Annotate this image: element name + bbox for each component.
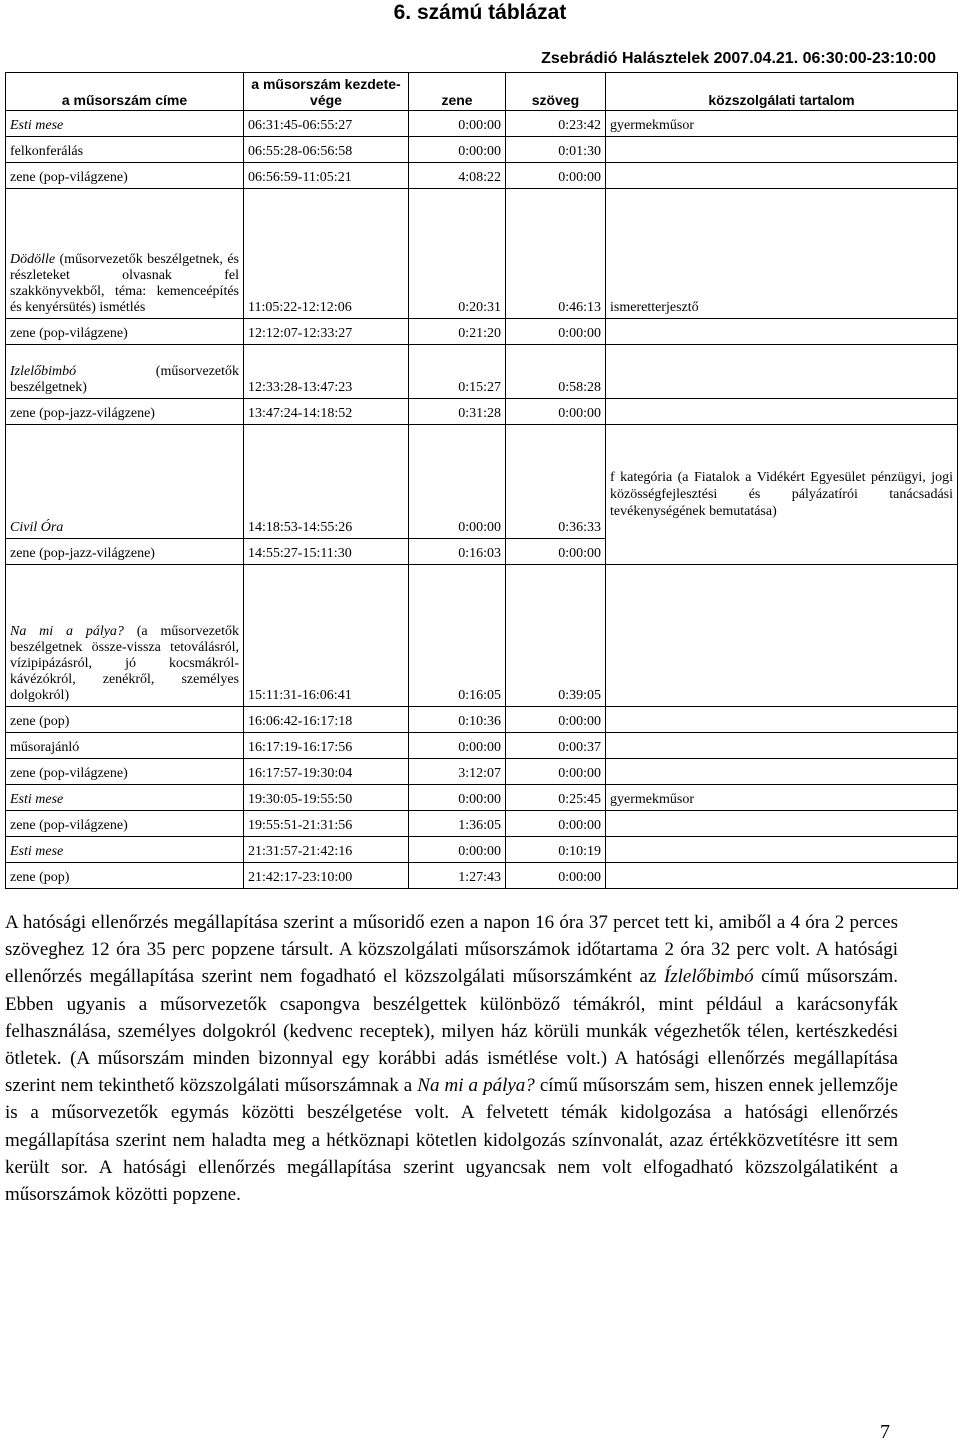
cell-title: zene (pop) — [6, 863, 244, 889]
cell-title: zene (pop) — [6, 707, 244, 733]
cell-music: 1:36:05 — [409, 811, 506, 837]
cell-speech: 0:00:00 — [506, 319, 606, 345]
cell-speech: 0:39:05 — [506, 565, 606, 707]
cell-title: Esti mese — [6, 837, 244, 863]
schedule-table — [5, 72, 958, 889]
table-row — [6, 137, 958, 163]
table-row — [6, 163, 958, 189]
table-header-row — [6, 73, 958, 111]
cell-time: 12:33:28-13:47:23 — [244, 345, 409, 399]
cell-time: 15:11:31-16:06:41 — [244, 565, 409, 707]
cell-title: zene (pop-jazz-világzene) — [6, 399, 244, 425]
cell-public-content — [606, 163, 958, 189]
cell-public-content — [606, 565, 958, 707]
cell-speech: 0:00:00 — [506, 707, 606, 733]
cell-speech: 0:25:45 — [506, 785, 606, 811]
program-name-na-mi-a-palya: Na mi a pálya? — [417, 1075, 535, 1097]
header-public-content: közszolgálati tartalom — [606, 73, 958, 111]
cell-music: 1:27:43 — [409, 863, 506, 889]
body-paragraph — [5, 909, 898, 1208]
cell-music: 0:16:05 — [409, 565, 506, 707]
table-row — [6, 811, 958, 837]
cell-title — [6, 189, 244, 319]
cell-public-content: ismeretterjesztő — [606, 189, 958, 319]
cell-speech: 0:00:00 — [506, 399, 606, 425]
cell-title: Esti mese — [6, 111, 244, 137]
cell-title — [6, 565, 244, 707]
table-row — [6, 837, 958, 863]
cell-music: 0:00:00 — [409, 137, 506, 163]
cell-music: 0:31:28 — [409, 399, 506, 425]
cell-title: zene (pop-világzene) — [6, 163, 244, 189]
table-row — [6, 319, 958, 345]
cell-speech: 0:36:33 — [506, 425, 606, 539]
cell-time: 16:06:42-16:17:18 — [244, 707, 409, 733]
cell-speech: 0:46:13 — [506, 189, 606, 319]
cell-music: 0:16:03 — [409, 539, 506, 565]
cell-speech: 0:00:00 — [506, 163, 606, 189]
cell-time: 21:31:57-21:42:16 — [244, 837, 409, 863]
cell-public-content — [606, 345, 958, 399]
cell-music: 0:00:00 — [409, 733, 506, 759]
cell-speech: 0:58:28 — [506, 345, 606, 399]
cell-music: 0:20:31 — [409, 189, 506, 319]
header-music: zene — [409, 73, 506, 111]
cell-time: 06:31:45-06:55:27 — [244, 111, 409, 137]
cell-time: 16:17:19-16:17:56 — [244, 733, 409, 759]
cell-title: felkonferálás — [6, 137, 244, 163]
table-row — [6, 345, 958, 399]
cell-public-content: gyermekműsor — [606, 111, 958, 137]
program-name: Izlelőbimbó — [10, 364, 77, 379]
cell-time: 19:30:05-19:55:50 — [244, 785, 409, 811]
cell-public-content — [606, 837, 958, 863]
header-speech: szöveg — [506, 73, 606, 111]
cell-public-content — [606, 759, 958, 785]
cell-music: 0:00:00 — [409, 785, 506, 811]
table-row — [6, 111, 958, 137]
cell-public-content — [606, 811, 958, 837]
body-text-part: című műsorszám sem, hiszen ennek jellemzője is a műsorvezetők egymás közötti beszélgetése volt. A felvetett témák kidolgozása a hatósági ellenőrzés megállapítása szerint nem haladta meg a hétköznapi kötetlen kidolgozás színvonalát, azaz értékközvetítésre itt sem került sor. A hatósági ellenőrzés megállapítása szerint ugyancsak nem volt elfogadható közszolgálatiként a műsorszámok közötti popzene. — [5, 1075, 898, 1206]
cell-title: műsorajánló — [6, 733, 244, 759]
cell-public-content — [606, 137, 958, 163]
table-row — [6, 759, 958, 785]
header-start-end: a műsorszám kezdete-vége — [244, 73, 409, 111]
cell-speech: 0:00:00 — [506, 863, 606, 889]
program-name-izlelobimbo: Ízlelőbimbó — [663, 966, 754, 988]
page-number: 7 — [880, 1421, 890, 1443]
cell-time: 11:05:22-12:12:06 — [244, 189, 409, 319]
cell-time: 06:56:59-11:05:21 — [244, 163, 409, 189]
cell-time: 12:12:07-12:33:27 — [244, 319, 409, 345]
cell-time: 19:55:51-21:31:56 — [244, 811, 409, 837]
cell-time: 06:55:28-06:56:58 — [244, 137, 409, 163]
table-row — [6, 565, 958, 707]
program-description: (műsorvezetők beszélgetnek, és részleteket olvasnak fel szakkönyvekből, téma: kemenceépítés és kenyérsütés) ismétlés — [10, 252, 239, 315]
cell-speech: 0:00:00 — [506, 811, 606, 837]
table-row — [6, 189, 958, 319]
cell-music: 0:00:00 — [409, 837, 506, 863]
cell-public-content — [606, 733, 958, 759]
program-name: Na mi a pálya? — [10, 624, 124, 639]
table-row — [6, 707, 958, 733]
cell-speech: 0:00:37 — [506, 733, 606, 759]
cell-music: 0:00:00 — [409, 111, 506, 137]
cell-public-content — [606, 707, 958, 733]
cell-music: 3:12:07 — [409, 759, 506, 785]
table-row — [6, 425, 958, 539]
body-text-part: című műsorszám. Ebben ugyanis a műsorvezetők csapongva beszélgettek különböző témákról, mint például a karácsonyfák felhasználása, személyes dolgokról (kedvenc receptek), milyen ház körüli munkák végezhetők télen, kertészkedési ötletek. (A műsorszám minden bizonnyal egy korábbi adás ismétlése volt.) A hatósági ellenőrzés megállapítása szerint nem tekinthető közszolgálati műsorszámnak a — [5, 966, 899, 1097]
cell-music: 0:00:00 — [409, 425, 506, 539]
table-row — [6, 733, 958, 759]
cell-music: 0:21:20 — [409, 319, 506, 345]
cell-speech: 0:00:00 — [506, 759, 606, 785]
table-row — [6, 863, 958, 889]
program-name: Dödölle — [10, 252, 56, 267]
cell-music: 0:15:27 — [409, 345, 506, 399]
cell-time: 21:42:17-23:10:00 — [244, 863, 409, 889]
cell-speech: 0:00:00 — [506, 539, 606, 565]
program-description: (a műsorvezetők beszélgetnek össze-vissza tetoválásról, vízipipázásról, jó kocsmákról-kávézókról, zenékről, személyes dolgokról) — [10, 624, 239, 703]
cell-music: 4:08:22 — [409, 163, 506, 189]
cell-title: zene (pop-világzene) — [6, 811, 244, 837]
cell-title — [6, 345, 244, 399]
cell-title: zene (pop-világzene) — [6, 319, 244, 345]
cell-time: 16:17:57-19:30:04 — [244, 759, 409, 785]
program-description: (műsorvezetők beszélgetnek) — [10, 364, 239, 395]
body-text-part: A hatósági ellenőrzés megállapítása szerint a műsoridő ezen a napon 16 óra 37 percet tett ki, amiből a 4 óra 2 perces szöveghez 12 óra 35 perc popzene társult. A közszolgálati műsorszámok időtartama 2 óra 32 perc volt. A hatósági ellenőrzés megállapítása szerint nem fogadható el közszolgálati műsorszámként az — [5, 912, 898, 988]
cell-speech: 0:01:30 — [506, 137, 606, 163]
cell-public-content — [606, 399, 958, 425]
cell-public-content — [606, 863, 958, 889]
table-title: 6. számú táblázat — [393, 1, 567, 24]
cell-title: Esti mese — [6, 785, 244, 811]
cell-title: zene (pop-jazz-világzene) — [6, 539, 244, 565]
cell-public-content — [606, 319, 958, 345]
cell-public-content: gyermekműsor — [606, 785, 958, 811]
header-title: a műsorszám címe — [6, 73, 244, 111]
cell-time: 14:18:53-14:55:26 — [244, 425, 409, 539]
cell-public-content: f kategória (a Fiatalok a Vidékért Egyesület pénzügyi, jogi közösségfejlesztési és pályázatírói tanácsadási tevékenységének bemutatása) — [606, 425, 958, 565]
cell-speech: 0:10:19 — [506, 837, 606, 863]
cell-title: Civil Óra — [6, 425, 244, 539]
cell-time: 13:47:24-14:18:52 — [244, 399, 409, 425]
table-row — [6, 399, 958, 425]
cell-music: 0:10:36 — [409, 707, 506, 733]
cell-title: zene (pop-világzene) — [6, 759, 244, 785]
cell-time: 14:55:27-15:11:30 — [244, 539, 409, 565]
cell-speech: 0:23:42 — [506, 111, 606, 137]
broadcast-title: Zsebrádió Halásztelek 2007.04.21. 06:30:00-23:10:00 — [541, 50, 936, 67]
table-row — [6, 785, 958, 811]
